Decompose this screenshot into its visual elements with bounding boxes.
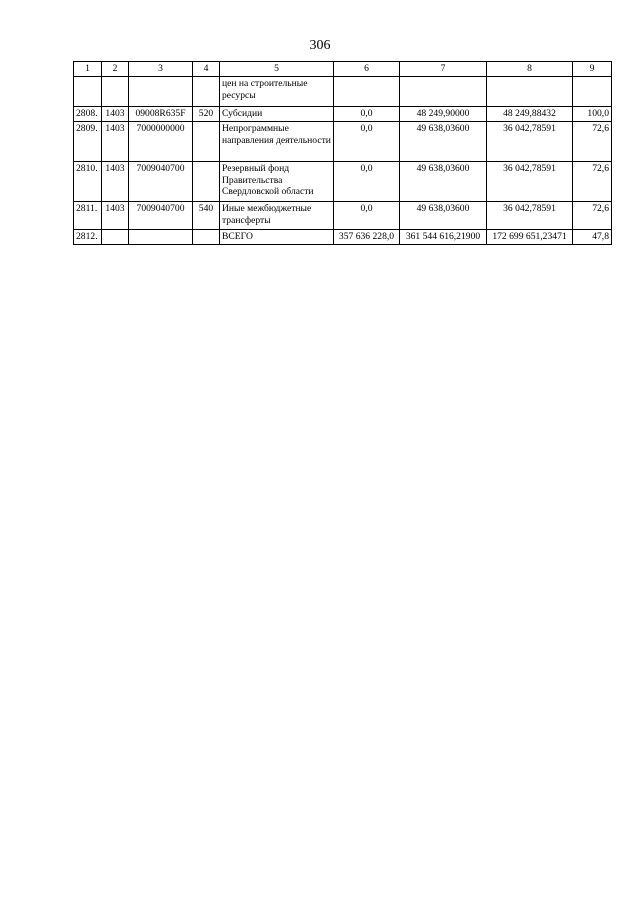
percent-cell: 72,6	[573, 202, 612, 230]
row-number-cell	[74, 77, 102, 107]
executed-amount-cell	[487, 77, 573, 107]
table-total-row	[74, 230, 612, 245]
approved-amount-cell: 0,0	[334, 162, 400, 202]
executed-amount-cell: 36 042,78591	[487, 122, 573, 162]
header-cell-9: 9	[573, 62, 612, 77]
total-executed-cell: 172 699 651,23471	[487, 230, 573, 245]
section-code-cell: 1403	[102, 122, 129, 162]
row-number-cell: 2811.	[74, 202, 102, 230]
row-number-cell: 2809.	[74, 122, 102, 162]
total-planned-cell: 361 544 616,21900	[400, 230, 487, 245]
description-cell: Непрограммные направления деятельности	[220, 122, 334, 162]
row-number-cell: 2808.	[74, 107, 102, 122]
percent-cell: 100,0	[573, 107, 612, 122]
section-code-cell: 1403	[102, 162, 129, 202]
expense-type-cell: 520	[193, 107, 220, 122]
planned-amount-cell: 49 638,03600	[400, 162, 487, 202]
section-code-cell	[102, 230, 129, 245]
header-cell-4: 4	[193, 62, 220, 77]
page-number: 306	[309, 38, 331, 53]
target-code-cell: 7000000000	[129, 122, 193, 162]
target-code-cell	[129, 77, 193, 107]
table-header-row	[74, 62, 612, 77]
header-cell-8: 8	[487, 62, 573, 77]
header-cell-7: 7	[400, 62, 487, 77]
expense-type-cell	[193, 230, 220, 245]
section-code-cell	[102, 77, 129, 107]
expense-type-cell: 540	[193, 202, 220, 230]
row-number-cell: 2812.	[74, 230, 102, 245]
approved-amount-cell: 0,0	[334, 202, 400, 230]
executed-amount-cell: 36 042,78591	[487, 162, 573, 202]
table-row	[74, 122, 612, 162]
executed-amount-cell: 36 042,78591	[487, 202, 573, 230]
planned-amount-cell: 48 249,90000	[400, 107, 487, 122]
description-cell: Иные межбюджетные трансферты	[220, 202, 334, 230]
expense-type-cell	[193, 162, 220, 202]
description-cell: Субсидии	[220, 107, 334, 122]
target-code-cell: 09008R635F	[129, 107, 193, 122]
target-code-cell: 7009040700	[129, 202, 193, 230]
approved-amount-cell: 0,0	[334, 107, 400, 122]
total-approved-cell: 357 636 228,0	[334, 230, 400, 245]
table-row	[74, 162, 612, 202]
budget-table	[73, 61, 612, 245]
total-percent-cell: 47,8	[573, 230, 612, 245]
header-cell-6: 6	[334, 62, 400, 77]
approved-amount-cell	[334, 77, 400, 107]
expense-type-cell	[193, 77, 220, 107]
total-label-cell: ВСЕГО	[220, 230, 334, 245]
planned-amount-cell	[400, 77, 487, 107]
percent-cell	[573, 77, 612, 107]
executed-amount-cell: 48 249,88432	[487, 107, 573, 122]
percent-cell: 72,6	[573, 122, 612, 162]
header-cell-2: 2	[102, 62, 129, 77]
header-cell-1: 1	[74, 62, 102, 77]
table-row	[74, 202, 612, 230]
planned-amount-cell: 49 638,03600	[400, 202, 487, 230]
header-cell-5: 5	[220, 62, 334, 77]
table-row	[74, 107, 612, 122]
table-row	[74, 77, 612, 107]
target-code-cell	[129, 230, 193, 245]
row-number-cell: 2810.	[74, 162, 102, 202]
description-cell: Резервный фонд Правительства Свердловской области	[220, 162, 334, 202]
planned-amount-cell: 49 638,03600	[400, 122, 487, 162]
expense-type-cell	[193, 122, 220, 162]
header-cell-3: 3	[129, 62, 193, 77]
section-code-cell: 1403	[102, 202, 129, 230]
percent-cell: 72,6	[573, 162, 612, 202]
approved-amount-cell: 0,0	[334, 122, 400, 162]
description-cell: цен на строительные ресурсы	[220, 77, 334, 107]
target-code-cell: 7009040700	[129, 162, 193, 202]
section-code-cell: 1403	[102, 107, 129, 122]
